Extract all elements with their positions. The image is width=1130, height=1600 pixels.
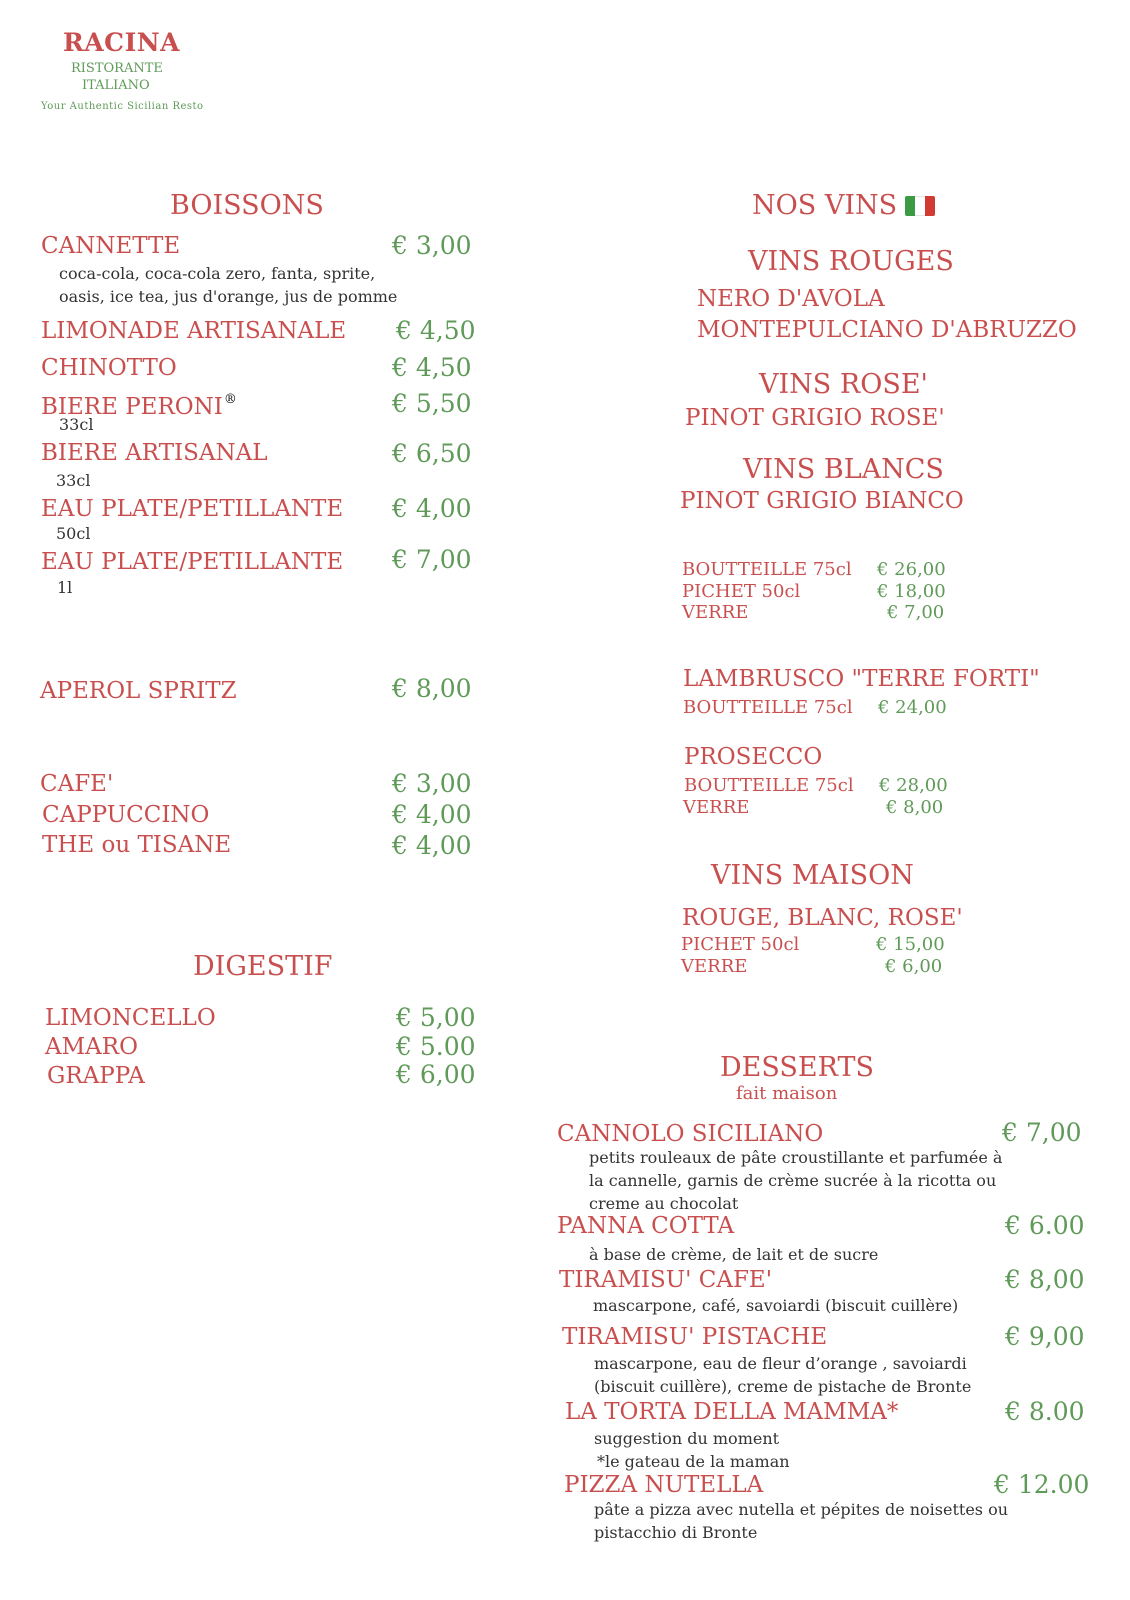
peroni-price: € 5,50 [392,389,472,418]
vins-blancs-title: VINS BLANCS [743,454,944,485]
maison-pichet-label: PICHET 50cl [681,934,800,955]
prosecco-bouteille-price: € 28,00 [879,775,948,796]
vins-maison-sub: ROUGE, BLANC, ROSE' [682,905,963,931]
logo-title: RACINA [63,28,181,57]
chinotto-price: € 4,50 [392,353,472,382]
pizza-nutella-name: PIZZA NUTELLA [564,1472,764,1498]
cannolo-price: € 7,00 [1002,1118,1082,1147]
flag-white-stripe [915,196,925,216]
chinotto-name: CHINOTTO [41,355,177,381]
tiramisu-cafe-name: TIRAMISU' CAFE' [559,1267,773,1293]
torta-price: € 8.00 [1005,1397,1085,1426]
limonade-name: LIMONADE ARTISANALE [41,318,347,344]
pizza-nutella-desc-2: pistacchio di Bronte [594,1523,758,1542]
cannolo-name: CANNOLO SICILIANO [557,1121,824,1147]
bouteille-price: € 26,00 [877,559,946,580]
limoncello-name: LIMONCELLO [45,1005,216,1031]
cannette-desc-1: coca-cola, coca-cola zero, fanta, sprite, [59,264,376,283]
vins-maison-title: VINS MAISON [711,860,914,891]
vins-rose-title: VINS ROSE' [759,369,928,400]
pinot-grigio-rose: PINOT GRIGIO ROSE' [685,405,945,431]
logo-tagline: Your Authentic Sicilian Resto [41,101,204,112]
verre-label: VERRE [682,602,749,623]
eau-50cl-size: 50cl [56,524,91,543]
the-price: € 4,00 [392,831,472,860]
cafe-name: CAFE' [40,771,114,797]
cannette-name: CANNETTE [41,233,181,259]
the-name: THE ou TISANE [42,832,232,858]
torta-desc-1: suggestion du moment [594,1429,780,1448]
tiramisu-pistache-price: € 9,00 [1005,1322,1085,1351]
tiramisu-cafe-price: € 8,00 [1005,1265,1085,1294]
montepulciano: MONTEPULCIANO D'ABRUZZO [697,317,1077,343]
registered-mark: ® [223,392,237,407]
cannette-price: € 3,00 [392,231,472,260]
vins-title-text: NOS VINS [752,190,898,221]
limoncello-price: € 5,00 [396,1003,476,1032]
logo-subtitle-1: RISTORANTE [71,61,163,76]
lambrusco-bouteille-label: BOUTTEILLE 75cl [683,697,853,718]
cannolo-desc-3: creme au chocolat [589,1194,739,1213]
prosecco-bouteille-label: BOUTTEILLE 75cl [684,775,854,796]
peroni-size: 33cl [59,415,94,434]
flag-green-stripe [905,196,915,216]
amaro-price: € 5.00 [396,1032,476,1061]
eau-1l-price: € 7,00 [392,545,472,574]
aperol-price: € 8,00 [392,674,472,703]
aperol-name: APEROL SPRITZ [40,678,237,704]
eau-50cl-name: EAU PLATE/PETILLANTE [41,496,344,522]
vins-rouges-title: VINS ROUGES [748,246,954,277]
torta-name: LA TORTA DELLA MAMMA* [565,1399,899,1425]
cappuccino-name: CAPPUCCINO [42,802,210,828]
amaro-name: AMARO [45,1034,138,1060]
flag-red-stripe [925,196,935,216]
desserts-subtitle: fait maison [736,1083,838,1104]
pinot-grigio-bianco: PINOT GRIGIO BIANCO [680,488,964,514]
italian-flag-icon [905,196,935,216]
maison-verre-label: VERRE [681,956,748,977]
eau-1l-name: EAU PLATE/PETILLANTE [41,549,344,575]
nero-davola: NERO D'AVOLA [697,286,885,312]
eau-1l-size: 1l [57,578,73,597]
vins-title [752,190,935,221]
cannolo-desc-1: petits rouleaux de pâte croustillante et parfumée à [589,1148,1003,1167]
maison-pichet-price: € 15,00 [876,934,945,955]
pizza-nutella-price: € 12.00 [994,1470,1090,1499]
cannette-desc-2: oasis, ice tea, jus d'orange, jus de pomme [59,287,398,306]
lambrusco-bouteille-price: € 24,00 [878,697,947,718]
grappa-name: GRAPPA [47,1063,145,1089]
pichet-label: PICHET 50cl [682,581,801,602]
logo-subtitle-2: ITALIANO [82,78,150,93]
cannolo-desc-2: la cannelle, garnis de crème sucrée à la ricotta ou [589,1171,997,1190]
pizza-nutella-desc-1: pâte a pizza avec nutella et pépites de noisettes ou [594,1500,1009,1519]
digestif-title: DIGESTIF [193,951,333,982]
verre-price: € 7,00 [887,602,945,623]
artisanal-size: 33cl [56,471,91,490]
limonade-price: € 4,50 [396,316,476,345]
pichet-price: € 18,00 [877,581,946,602]
artisanal-name: BIERE ARTISANAL [41,440,268,466]
cappuccino-price: € 4,00 [392,800,472,829]
torta-desc-2: *le gateau de la maman [597,1452,790,1471]
panna-price: € 6.00 [1005,1211,1085,1240]
artisanal-price: € 6,50 [392,439,472,468]
peroni-name-text: BIERE PERONI [41,394,223,420]
tiramisu-cafe-desc-1: mascarpone, café, savoiardi (biscuit cuillère) [593,1296,959,1315]
grappa-price: € 6,00 [396,1060,476,1089]
cafe-price: € 3,00 [392,769,472,798]
desserts-title: DESSERTS [720,1052,874,1083]
tiramisu-pistache-desc-1: mascarpone, eau de fleur d’orange , savoiardi [594,1354,967,1373]
eau-50cl-price: € 4,00 [392,494,472,523]
panna-name: PANNA COTTA [557,1213,735,1239]
maison-verre-price: € 6,00 [885,956,943,977]
lambrusco-title: LAMBRUSCO "TERRE FORTI" [683,666,1040,692]
prosecco-verre-price: € 8,00 [886,797,944,818]
panna-desc-1: à base de crème, de lait et de sucre [589,1245,879,1264]
boissons-title: BOISSONS [170,190,324,221]
tiramisu-pistache-desc-2: (biscuit cuillère), creme de pistache de Bronte [594,1377,972,1396]
bouteille-label: BOUTTEILLE 75cl [682,559,852,580]
tiramisu-pistache-name: TIRAMISU' PISTACHE [562,1324,828,1350]
prosecco-title: PROSECCO [684,744,823,770]
prosecco-verre-label: VERRE [683,797,750,818]
